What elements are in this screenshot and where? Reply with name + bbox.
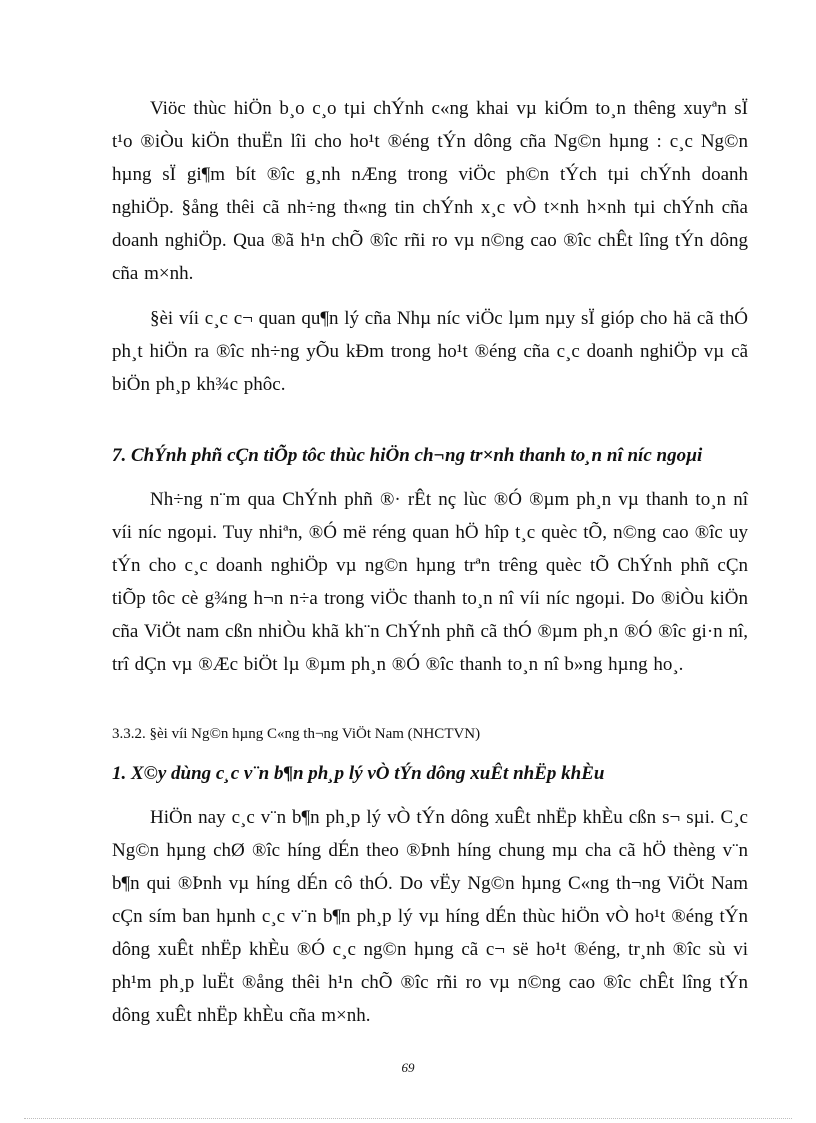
page-bottom-border — [24, 1118, 792, 1119]
page-content — [112, 92, 748, 1032]
body-paragraph: Nh÷ng n¨m qua ChÝnh phñ ®· rÊt nç lùc ®Ó ®µm ph¸n vµ thanh to¸n nî víi níc ngoµi. Tuy nhiªn, ®Ó më réng quan hÖ hîp t¸c quèc tÕ, n©ng cao ®îc uy tÝn cho c¸c doanh nghiÖp vµ ng©n hµng trªn trêng quèc tÕ ChÝnh phñ cÇn tiÕp tôc cè g¾ng h¬n n÷a trong viÖc thanh to¸n nî víi níc ngoµi. Do ®iÒu kiÖn cña ViÖt nam cßn nhiÒu khã kh¨n ChÝnh phñ cã thÓ ®µm ph¸n ®Ó ®îc gi·n nî, trî dÇn vµ ®Æc biÖt lµ ®µm ph¸n ®Ó ®îc thanh to¸n nî b»ng hµng ho¸. — [112, 489, 748, 675]
body-paragraph: §èi víi c¸c c¬ quan qu¶n lý cña Nhµ níc viÖc lµm nµy sÏ gióp cho hä cã thÓ ph¸t hiÖn ra ®îc nh÷ng yÕu kÐm trong ho¹t ®éng cña c¸c doanh nghiÖp vµ cã biÖn ph¸p kh¾c phôc. — [112, 308, 748, 395]
section-heading: 1. X©y dùng c¸c v¨n b¶n ph¸p lý vÒ tÝn dông xuÊt nhËp khÈu — [112, 763, 605, 784]
body-paragraph: HiÖn nay c¸c v¨n b¶n ph¸p lý vÒ tÝn dông xuÊt nhËp khÈu cßn s¬ sµi. C¸c Ng©n hµng chØ ®îc híng dÉn theo ®Þnh híng chung mµ cha cã hÖ thèng v¨n b¶n qui ®Þnh vµ híng dÉn cô thÓ. Do vËy Ng©n hµng C«ng th¬ng ViÖt Nam cÇn sím ban hµnh c¸c v¨n b¶n ph¸p lý vµ híng dÉn thùc hiÖn vÒ ho¹t ®éng tÝn dông xuÊt nhËp khÈu ®Ó c¸c ng©n hµng cã c¬ së ho¹t ®éng, tr¸nh ®îc sù vi ph¹m ph¸p luËt ®ång thêi h¹n chÕ ®îc rñi ro vµ n©ng cao ®îc chÊt lîng tÝn dông xuÊt nhËp khÈu cña m×nh. — [112, 807, 748, 1026]
section-heading: 7. ChÝnh phñ cÇn tiÕp tôc thùc hiÖn ch¬ng tr×nh thanh to¸n nî níc ngoµi — [112, 445, 703, 466]
page-number: 69 — [401, 1060, 415, 1075]
subsection-heading: 3.3.2. §èi víi Ng©n hµng C«ng th¬ng ViÖt Nam (NHCTVN) — [112, 726, 481, 742]
body-paragraph: Viöc thùc hiÖn b¸o c¸o tµi chÝnh c«ng khai vµ kiÓm to¸n thêng xuyªn sÏ t¹o ®iÒu kiÖn thuËn lîi cho ho¹t ®éng tÝn dông cña Ng©n hµng : c¸c Ng©n hµng sÏ gi¶m bít ®îc g¸nh nÆng trong viÖc ph©n tÝch tµi chÝnh doanh nghiÖp. §ång thêi cã nh÷ng th«ng tin chÝnh x¸c vÒ t×nh h×nh tµi chÝnh cña doanh nghiÖp. Qua ®ã h¹n chÕ ®îc rñi ro vµ n©ng cao ®îc chÊt lîng tÝn dông cña m×nh. — [112, 98, 748, 284]
